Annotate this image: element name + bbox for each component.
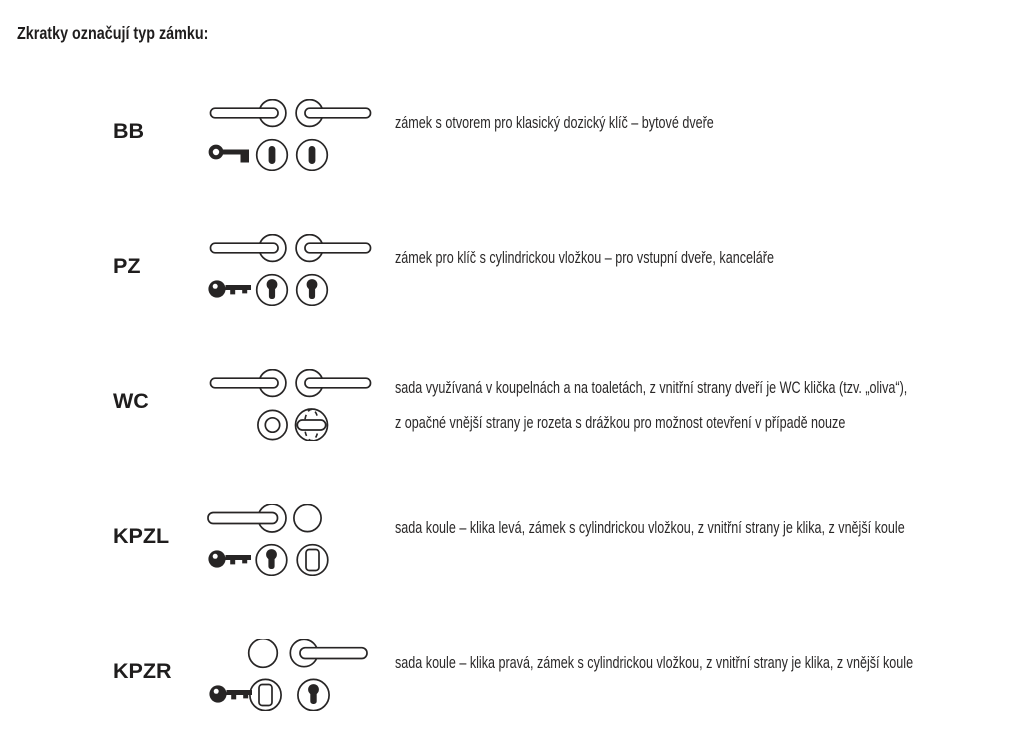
lever-handle-left-icon	[211, 100, 286, 127]
cylinder-key-icon	[208, 550, 251, 567]
lock-code-label: WC	[113, 389, 149, 413]
description-line: sada koule – klika levá, zámek s cylindrickou vložkou, z vnitřní strany je klika, z vnější koule	[395, 518, 905, 537]
lever-handle-right-icon	[290, 639, 367, 666]
pz-hardware-icon	[205, 234, 375, 306]
description-line: sada koule – klika pravá, zámek s cylindrickou vložkou, z vnitřní strany je klika, z vnější koule	[395, 653, 914, 672]
emergency-slot-rosette-icon	[258, 410, 287, 439]
description-line: z opačné vnější strany je rozeta s drážkou pro možnost otevření v případě nouze	[395, 413, 846, 432]
lever-handle-right-icon	[296, 235, 370, 262]
lever-handle-left-icon	[208, 504, 286, 532]
bit-key-icon	[211, 147, 249, 163]
description-line: sada využívaná v koupelnách a na toaletách, z vnitřní strany dveří je WC klička (tzv. „oliva“),	[395, 378, 908, 397]
knob-ball-icon	[294, 504, 321, 531]
lever-handle-left-icon	[211, 370, 286, 397]
kpzl-hardware-icon	[205, 504, 375, 576]
lock-description	[395, 105, 714, 140]
lever-handle-right-icon	[296, 100, 370, 127]
lock-code-label: KPZL	[113, 524, 170, 548]
lock-code-label: BB	[113, 119, 145, 143]
lever-handle-left-icon	[211, 235, 286, 262]
kpzr-hardware-icon	[205, 639, 375, 711]
knob-ball-icon	[249, 639, 278, 667]
lock-description	[395, 510, 905, 545]
lever-handle-right-icon	[296, 370, 370, 397]
description-line: zámek s otvorem pro klasický dozický klíč – bytové dveře	[395, 113, 714, 132]
lock-description	[395, 240, 774, 275]
lock-description	[395, 370, 907, 440]
lock-code-label: KPZR	[113, 659, 172, 683]
bb-hardware-icon	[205, 99, 375, 171]
page-title: Zkratky označují typ zámku:	[17, 23, 209, 43]
cylinder-key-icon	[209, 685, 252, 702]
wc-hardware-icon	[205, 369, 375, 441]
lock-code-label: PZ	[113, 254, 141, 278]
description-line: zámek pro klíč s cylindrickou vložkou – pro vstupní dveře, kanceláře	[395, 248, 774, 267]
wc-thumbturn-oliva-icon	[296, 409, 328, 441]
lock-description	[395, 645, 913, 680]
cylinder-key-icon	[208, 280, 251, 297]
